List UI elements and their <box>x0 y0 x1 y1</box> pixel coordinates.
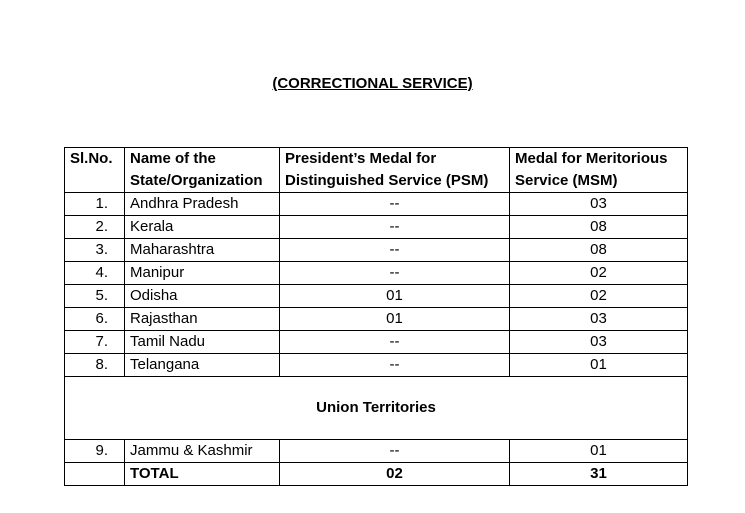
cell-psm: -- <box>280 193 510 216</box>
cell-msm: 02 <box>510 262 688 285</box>
cell-state: Telangana <box>125 354 280 377</box>
cell-sl: 7. <box>65 331 125 354</box>
table-row <box>65 216 688 239</box>
medal-table <box>64 147 688 486</box>
table-row <box>65 308 688 331</box>
total-msm: 31 <box>510 463 688 486</box>
header-psm: President’s Medal for Distinguished Service (PSM) <box>280 148 510 193</box>
cell-msm: 08 <box>510 239 688 262</box>
cell-state: Maharashtra <box>125 239 280 262</box>
total-row <box>65 463 688 486</box>
cell-psm: -- <box>280 331 510 354</box>
table-row <box>65 440 688 463</box>
cell-state: Odisha <box>125 285 280 308</box>
cell-psm: -- <box>280 216 510 239</box>
table-row <box>65 239 688 262</box>
cell-msm: 01 <box>510 354 688 377</box>
cell-psm: 01 <box>280 308 510 331</box>
section-row-union-territories <box>65 377 688 440</box>
header-msm: Medal for Meritorious Service (MSM) <box>510 148 688 193</box>
cell-state: Kerala <box>125 216 280 239</box>
total-label: TOTAL <box>125 463 280 486</box>
cell-msm: 03 <box>510 308 688 331</box>
total-psm: 02 <box>280 463 510 486</box>
cell-psm: -- <box>280 440 510 463</box>
cell-state: Andhra Pradesh <box>125 193 280 216</box>
cell-state: Jammu & Kashmir <box>125 440 280 463</box>
cell-state: Manipur <box>125 262 280 285</box>
cell-sl: 1. <box>65 193 125 216</box>
cell-state: Rajasthan <box>125 308 280 331</box>
cell-msm: 02 <box>510 285 688 308</box>
cell-sl: 6. <box>65 308 125 331</box>
table-row <box>65 285 688 308</box>
cell-psm: -- <box>280 354 510 377</box>
table-row <box>65 331 688 354</box>
cell-msm: 08 <box>510 216 688 239</box>
cell-psm: -- <box>280 262 510 285</box>
table-header-row <box>65 148 688 193</box>
cell-sl-empty <box>65 463 125 486</box>
cell-sl: 2. <box>65 216 125 239</box>
cell-sl: 3. <box>65 239 125 262</box>
table-row <box>65 193 688 216</box>
cell-msm: 01 <box>510 440 688 463</box>
document-title: (CORRECTIONAL SERVICE) <box>272 75 473 92</box>
table-row <box>65 354 688 377</box>
cell-sl: 8. <box>65 354 125 377</box>
cell-state: Tamil Nadu <box>125 331 280 354</box>
header-state: Name of the State/Organization <box>125 148 280 193</box>
section-label: Union Territories <box>65 377 688 440</box>
cell-msm: 03 <box>510 193 688 216</box>
table-row <box>65 262 688 285</box>
cell-sl: 5. <box>65 285 125 308</box>
cell-sl: 9. <box>65 440 125 463</box>
cell-sl: 4. <box>65 262 125 285</box>
cell-msm: 03 <box>510 331 688 354</box>
cell-psm: -- <box>280 239 510 262</box>
header-sl-no: Sl.No. <box>65 148 125 193</box>
cell-psm: 01 <box>280 285 510 308</box>
